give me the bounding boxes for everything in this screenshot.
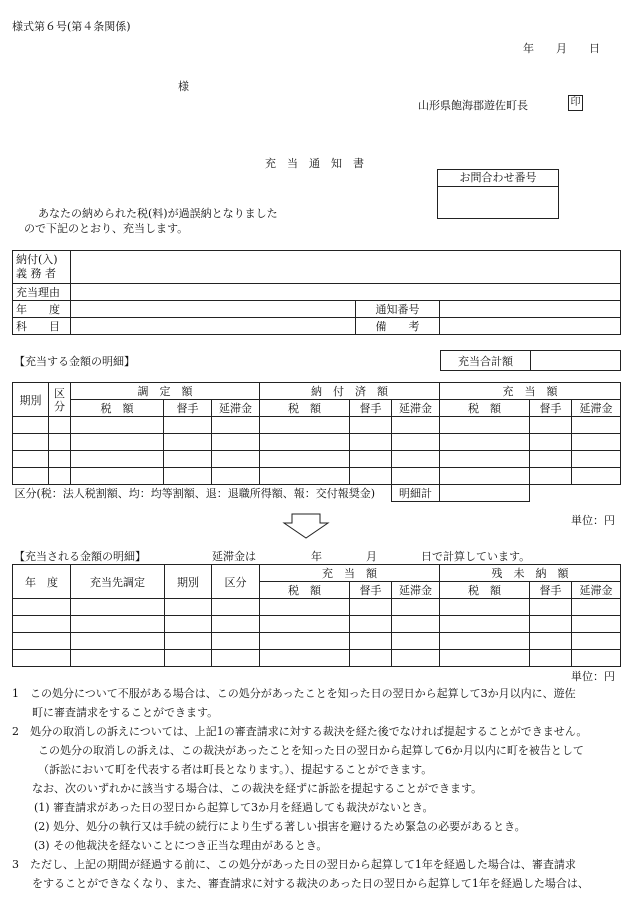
inquiry-value[interactable] [438, 187, 558, 217]
table-row [13, 616, 621, 633]
col-period: 期別 [165, 565, 212, 599]
note-2-line-b: この処分の取消しの訴えは、この裁決があったことを知った日の翌日から起算して6か月以内に町を被告として [38, 744, 584, 757]
subtotal-label: 明細計 [392, 485, 440, 502]
payer-label: 納付(入) 義 務 者 [13, 251, 71, 284]
note-2-line-a: 2 処分の取消しの訴えについては、上記1の審査請求に対する裁決を経た後でなければ提起することができません。 [12, 725, 588, 738]
note-1-line-b: 町に審査請求をすることができます。 [32, 706, 219, 719]
note-2-line-d: なお、次のいずれかに該当する場合は、この裁決を経ずに訴訟を提起することができます。 [32, 782, 483, 795]
note-q2: (2) 処分、処分の執行又は手続の続行により生ずる著しい損害を避けるため緊急の必要があるとき。 [34, 820, 526, 833]
notice-no-value[interactable] [440, 301, 621, 318]
item-value[interactable] [71, 318, 356, 335]
table-row [13, 451, 621, 468]
sub-entai: 延滞金 [572, 400, 621, 417]
grp-paid: 納 付 済 額 [260, 383, 440, 400]
sub-tax: 税 額 [71, 400, 164, 417]
grp-applied: 充 当 額 [440, 383, 621, 400]
sub-entai: 延滞金 [392, 582, 440, 599]
receiving-detail-table [12, 564, 621, 667]
grp-applied: 充 当 額 [260, 565, 440, 582]
table-row [13, 599, 621, 616]
sub-tax: 税 額 [440, 400, 530, 417]
col-target: 充当先調定 [71, 565, 165, 599]
section2-title: 【充当される金額の明細】 [14, 550, 146, 563]
table-row [13, 650, 621, 667]
remarks-label: 備 考 [356, 318, 440, 335]
section1-title: 【充当する金額の明細】 [14, 355, 135, 368]
table-row [13, 417, 621, 434]
notice-no-label: 通知番号 [356, 301, 440, 318]
table-row [13, 468, 621, 485]
sub-entai: 延滞金 [392, 400, 440, 417]
sub-tokushu: 督手 [164, 400, 212, 417]
sub-entai: 延滞金 [572, 582, 621, 599]
recipient-suffix: 様 [178, 80, 189, 93]
inquiry-label: お問合わせ番号 [438, 170, 558, 187]
unit-label-1: 単位：円 [571, 514, 615, 527]
issuer-name: 山形県飽海郡遊佐町長 [418, 99, 528, 112]
table-row [13, 633, 621, 650]
subtotal-value[interactable] [440, 485, 530, 502]
year-value[interactable] [71, 301, 356, 318]
intro-line-1: あなたの納められた税(料)が過誤納となりました [38, 207, 278, 220]
payer-value[interactable] [71, 251, 621, 284]
document-title: 充 当 通 知 書 [265, 157, 364, 170]
inquiry-box [437, 169, 559, 219]
col-kubun: 区分 [49, 383, 71, 417]
down-arrow-icon [282, 513, 330, 539]
total-box [440, 350, 621, 371]
year-label: 年 度 [13, 301, 71, 318]
item-label: 科 目 [13, 318, 71, 335]
total-value[interactable] [531, 351, 621, 371]
remarks-value[interactable] [440, 318, 621, 335]
col-period: 期別 [13, 383, 49, 417]
applied-detail-table [12, 382, 621, 502]
sub-entai: 延滞金 [212, 400, 260, 417]
sub-tokushu: 督手 [350, 400, 392, 417]
payer-row [13, 251, 621, 284]
table-row [13, 434, 621, 451]
info-table [12, 250, 621, 335]
total-label: 充当合計額 [441, 351, 531, 371]
reason-row [13, 284, 621, 301]
sub-tokushu: 督手 [530, 582, 572, 599]
seal-mark: 印 [568, 95, 583, 111]
kubun-legend: 区分(税：法人税割額、均：均等割額、退：退職所得額、報：交付報奨金) [13, 485, 392, 502]
col-year: 年 度 [13, 565, 71, 599]
sub-tokushu: 督手 [530, 400, 572, 417]
unit-label-2: 単位：円 [571, 670, 615, 683]
form-number: 様式第６号(第４条関係) [12, 20, 131, 33]
year-row [13, 301, 621, 318]
appeal-notes [12, 684, 622, 893]
grp-assessed: 調 定 額 [71, 383, 260, 400]
grp-unpaid: 残 未 納 額 [440, 565, 621, 582]
sub-tokushu: 督手 [350, 582, 392, 599]
reason-value[interactable] [71, 284, 621, 301]
note-3-line-a: 3 ただし、上記の期間が経過する前に、この処分があった日の翌日から起算して1年を経過した場合は、審査請求 [12, 858, 576, 871]
sub-tax: 税 額 [260, 582, 350, 599]
note-1-line-a: 1 この処分について不服がある場合は、この処分があったことを知った日の翌日から起算して3か月以内に、遊佐 [12, 687, 576, 700]
subtotal-row [13, 485, 621, 502]
sub-tax: 税 額 [440, 582, 530, 599]
item-row [13, 318, 621, 335]
issue-date: 年 月 日 [523, 42, 600, 55]
late-fee-note: 延滞金は 年 月 日で計算しています。 [212, 550, 531, 563]
note-2-line-c: （訴訟において町を代表する者は町長となります。）、提起することができます。 [38, 763, 433, 776]
note-q3: (3) その他裁決を経ないことにつき正当な理由があるとき。 [34, 839, 328, 852]
col-kubun: 区分 [212, 565, 260, 599]
reason-label: 充当理由 [13, 284, 71, 301]
note-q1: (1) 審査請求があった日の翌日から起算して3か月を経過しても裁決がないとき。 [34, 801, 434, 814]
sub-tax: 税 額 [260, 400, 350, 417]
note-3-line-b: をすることができなくなり、また、審査請求に対する裁決のあった日の翌日から起算して1年を経過した場合は、 [32, 877, 589, 890]
intro-line-2: ので下記のとおり、充当します。 [24, 222, 189, 235]
